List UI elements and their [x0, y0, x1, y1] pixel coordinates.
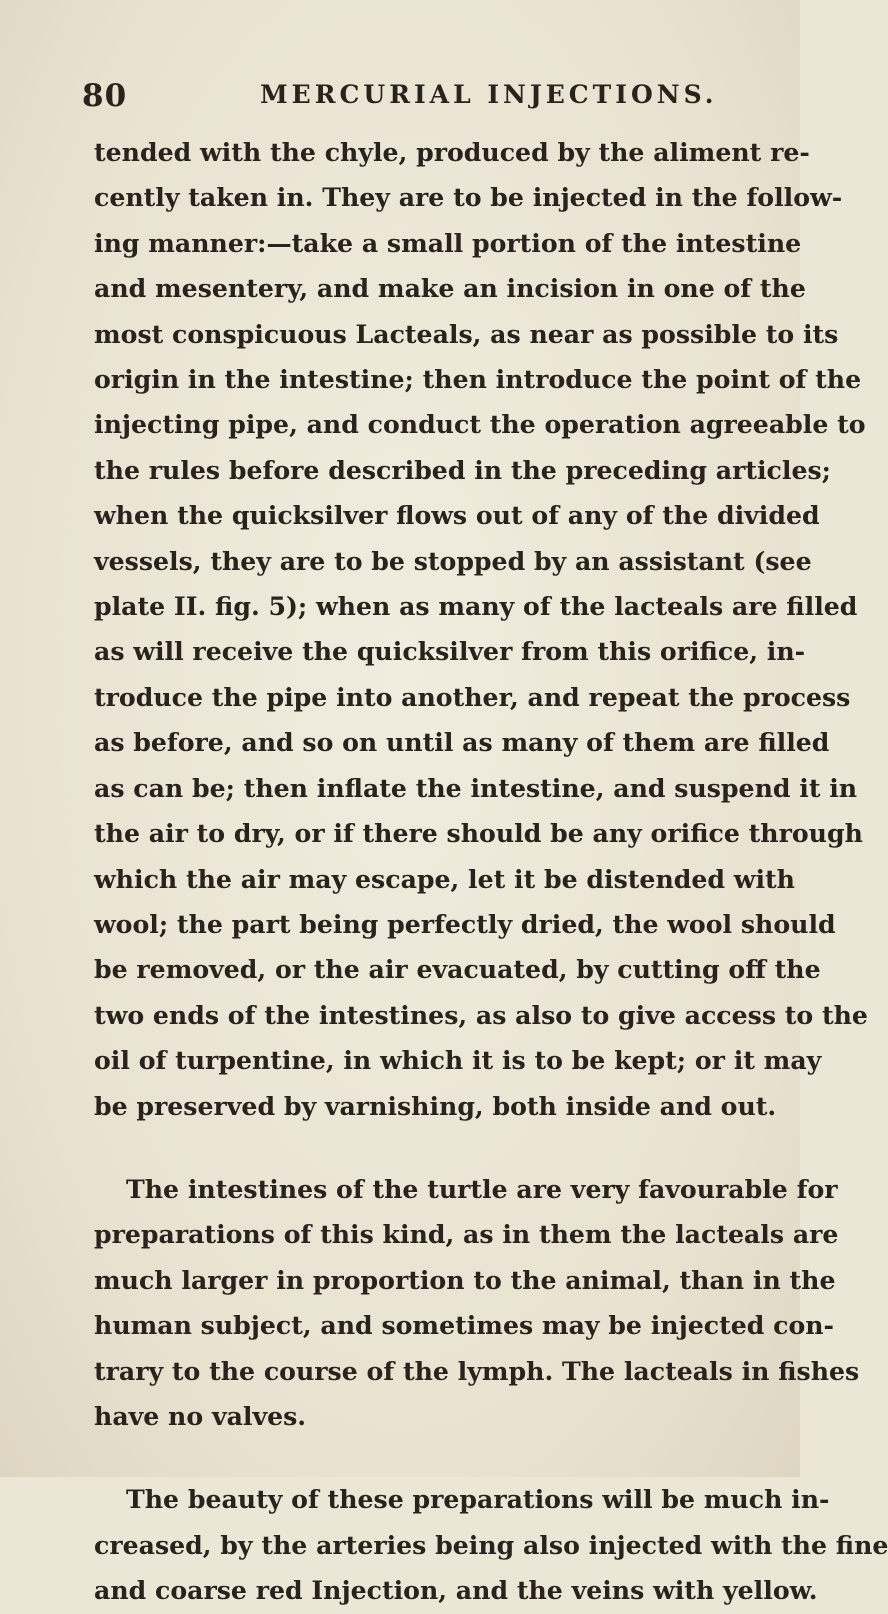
text-line: vessels, they are to be stopped by an assistant (see: [94, 545, 812, 576]
text-line: oil of turpentine, in which it is to be kept; or it may: [94, 1045, 822, 1076]
text-line: as before, and so on until as many of them are filled: [94, 727, 830, 758]
text-line: human subject, and sometimes may be injected con-: [94, 1310, 835, 1341]
text-line: ing manner:—take a small portion of the intestine: [94, 227, 802, 258]
paragraph-lacteal-injection: [94, 130, 868, 1129]
text-line: The beauty of these preparations will be much in-: [126, 1484, 830, 1515]
text-line: as will receive the quicksilver from this orifice, in-: [94, 636, 806, 667]
text-line: and mesentery, and make an incision in one of the: [94, 273, 806, 304]
running-head: [82, 78, 742, 118]
text-line: preparations of this kind, as in them the lacteals are: [94, 1219, 839, 1250]
text-line: be preserved by varnishing, both inside and out.: [94, 1090, 777, 1121]
text-line: the rules before described in the preceding articles;: [94, 454, 831, 485]
text-line: as can be; then inflate the intestine, and suspend it in: [94, 772, 858, 803]
paragraph-preparation-beauty: [94, 1477, 888, 1613]
text-line: and coarse red Injection, and the veins with yellow.: [94, 1575, 818, 1606]
page-number: 80: [82, 78, 128, 114]
running-title: MERCURIAL INJECTIONS.: [260, 80, 718, 109]
text-line: be removed, or the air evacuated, by cutting off the: [94, 954, 821, 985]
text-line: injecting pipe, and conduct the operation agreeable to: [94, 409, 866, 440]
paragraph-turtle-intestines: [94, 1167, 860, 1439]
text-line: cently taken in. They are to be injected in the follow-: [94, 182, 843, 213]
text-line: much larger in proportion to the animal, than in the: [94, 1264, 836, 1295]
text-line: creased, by the arteries being also injected with the fine: [94, 1529, 888, 1560]
text-line: two ends of the intestines, as also to give access to the: [94, 999, 868, 1030]
text-line: which the air may escape, let it be distended with: [94, 863, 795, 894]
body-text: [94, 130, 888, 1614]
paragraph-gap: [94, 1129, 770, 1167]
text-line: the air to dry, or if there should be any orifice through: [94, 818, 863, 849]
paragraph-gap: [94, 1439, 770, 1477]
text-line: troduce the pipe into another, and repeat the process: [94, 681, 851, 712]
text-line: wool; the part being perfectly dried, the wool should: [94, 908, 836, 939]
text-line: most conspicuous Lacteals, as near as possible to its: [94, 318, 839, 349]
text-line: trary to the course of the lymph. The lacteals in fishes: [94, 1355, 860, 1386]
text-line: origin in the intestine; then introduce the point of the: [94, 364, 862, 395]
text-line: when the quicksilver flows out of any of the divided: [94, 500, 820, 531]
text-line: tended with the chyle, produced by the aliment re-: [94, 137, 810, 167]
text-line: have no valves.: [94, 1400, 307, 1431]
text-line: plate II. fig. 5); when as many of the lacteals are filled: [94, 591, 858, 622]
text-line: The intestines of the turtle are very favourable for: [126, 1173, 838, 1204]
